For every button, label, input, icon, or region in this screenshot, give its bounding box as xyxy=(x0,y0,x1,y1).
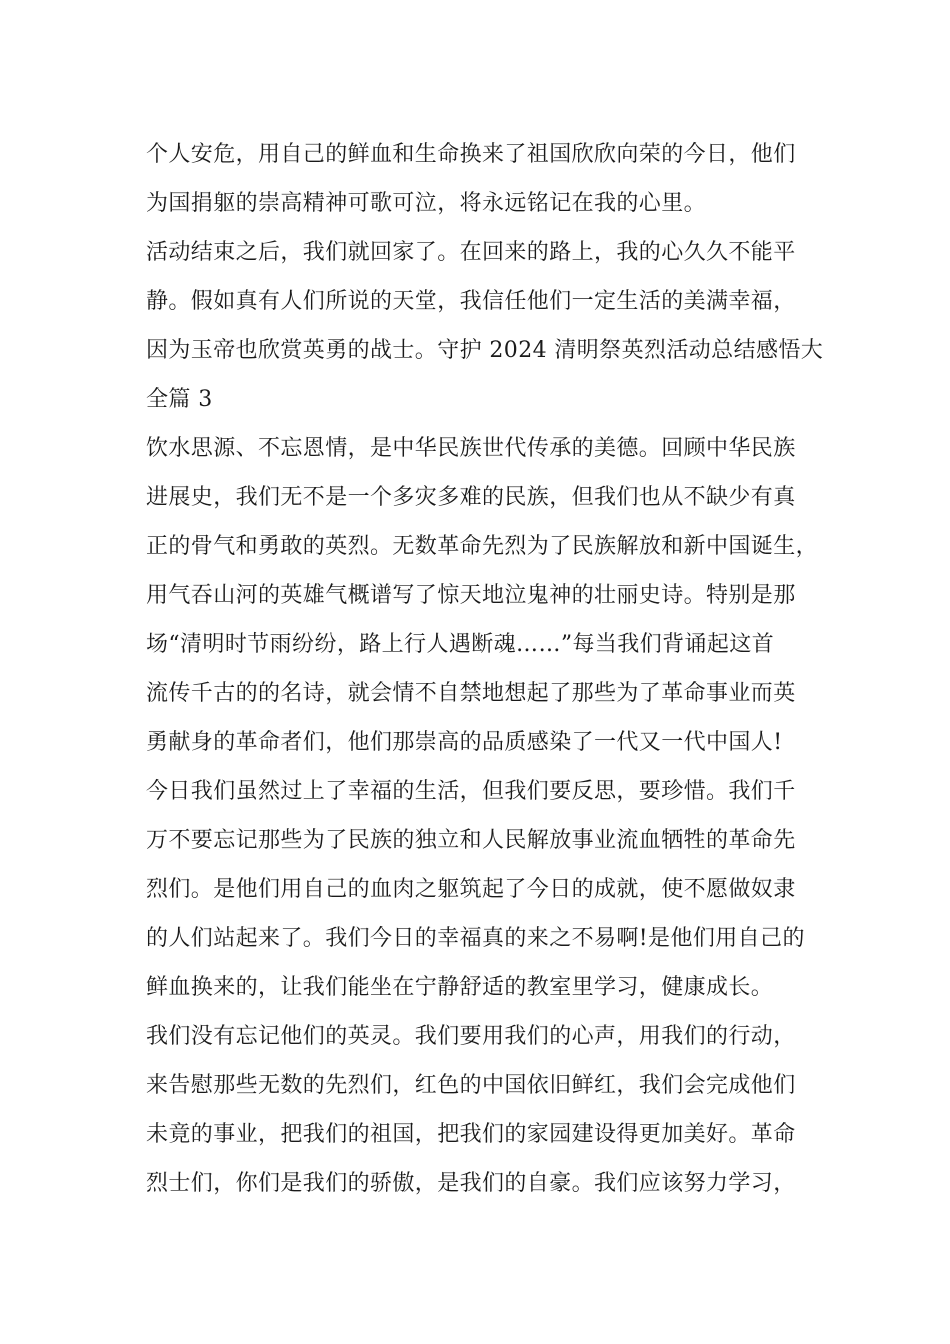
text-line: 全篇 3 xyxy=(146,387,213,412)
text-line: 流传千古的的名诗，就会情不自禁地想起了那些为了革命事业而英 xyxy=(146,681,796,706)
text-line: 进展史，我们无不是一个多灾多难的民族，但我们也从不缺少有真 xyxy=(146,485,796,510)
text-line: 烈士们，你们是我们的骄傲，是我们的自豪。我们应该努力学习， xyxy=(146,1171,796,1196)
document-body xyxy=(146,130,824,1208)
text-line: 因为玉帝也欣赏英勇的战士。守护 2024 清明祭英烈活动总结感悟大 xyxy=(146,338,824,363)
text-line: 正的骨气和勇敢的英烈。无数革命先烈为了民族解放和新中国诞生， xyxy=(146,534,819,559)
text-line: 来告慰那些无数的先烈们，红色的中国依旧鲜红，我们会完成他们 xyxy=(146,1073,796,1098)
text-line: 勇献身的革命者们，他们那崇高的品质感染了一代又一代中国人! xyxy=(146,730,783,755)
text-line: 的人们站起来了。我们今日的幸福真的来之不易啊!是他们用自己的 xyxy=(146,926,805,951)
text-line: 万不要忘记那些为了民族的独立和人民解放事业流血牺牲的革命先 xyxy=(146,828,796,853)
text-line: 静。假如真有人们所说的天堂，我信任他们一定生活的美满幸福， xyxy=(146,289,796,314)
text-line: 烈们。是他们用自己的血肉之躯筑起了今日的成就，使不愿做奴隶 xyxy=(146,877,796,902)
text-line: 为国捐躯的崇高精神可歌可泣，将永远铭记在我的心里。 xyxy=(146,191,707,216)
text-line: 活动结束之后，我们就回家了。在回来的路上，我的心久久不能平 xyxy=(146,240,796,265)
text-line: 今日我们虽然过上了幸福的生活，但我们要反思，要珍惜。我们千 xyxy=(146,779,796,804)
text-line: 鲜血换来的，让我们能坐在宁静舒适的教室里学习，健康成长。 xyxy=(146,975,774,1000)
text-line: 我们没有忘记他们的英灵。我们要用我们的心声，用我们的行动， xyxy=(146,1024,796,1049)
text-line: 场“清明时节雨纷纷，路上行人遇断魂……”每当我们背诵起这首 xyxy=(146,632,775,657)
text-line: 用气吞山河的英雄气概谱写了惊天地泣鬼神的壮丽史诗。特别是那 xyxy=(146,583,796,608)
text-line: 个人安危，用自己的鲜血和生命换来了祖国欣欣向荣的今日，他们 xyxy=(146,142,796,167)
text-line: 未竟的事业，把我们的祖国，把我们的家园建设得更加美好。革命 xyxy=(146,1122,796,1147)
text-line: 饮水思源、不忘恩情，是中华民族世代传承的美德。回顾中华民族 xyxy=(146,436,796,461)
